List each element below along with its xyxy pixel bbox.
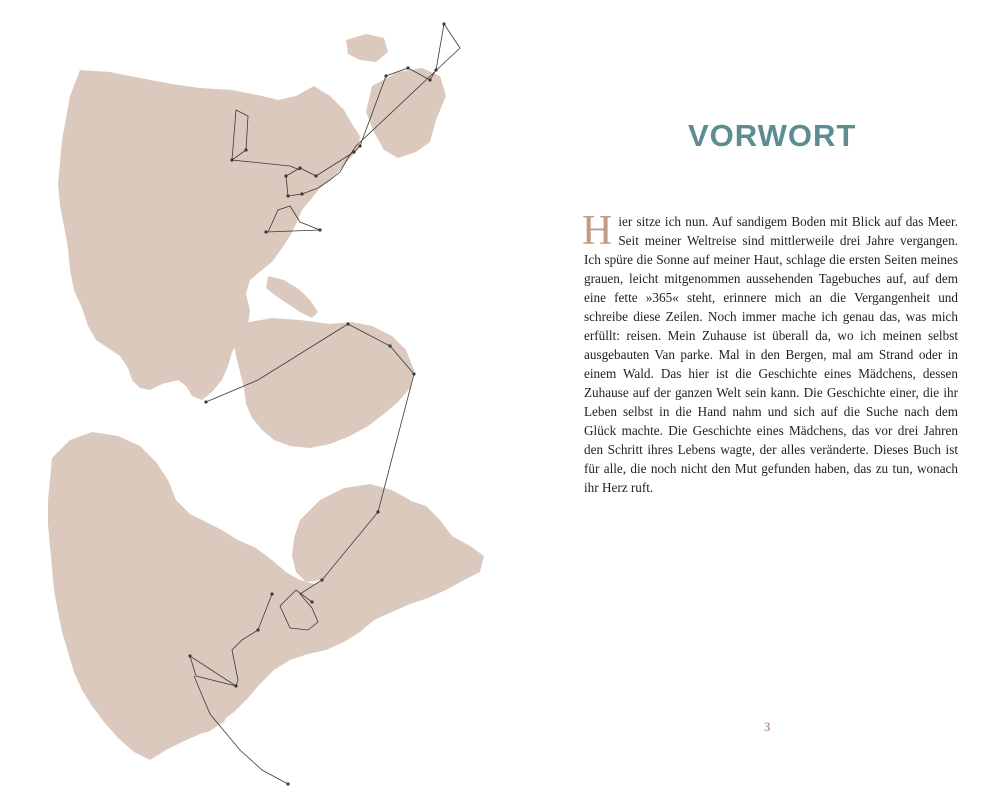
eurasia-shape	[48, 432, 484, 760]
body-paragraph: ier sitze ich nun. Auf sandigem Boden mit Blick auf das Meer. Seit meiner Weltreise sind mittlerweile drei Jahre vergangen. Ich spüre die Sonne auf meiner Haut, schlage die ersten Seiten meines grauen, leicht mitgenommen aussehenden Tagebuches auf, auf dem eine fette »365« steht, erinnere mich an die Vergangenheit und schreibe diese Zeilen. Noch immer mache ich genau das, was mich erfüllt: reisen. Mein Zuhause ist überall da, wo ich meinen selbst ausgebauten Van parke. Mal in den Bergen, mal am Strand oder in einem Wald. Das hier ist die Geschichte eines Mädchens, dessen Zuhause auf der ganzen Welt sein kann. Die Geschichte einer, die ihr Leben selbst in die Hand nahm und sich auf die Suche nach dem Glück machte. Die Geschichte eines Mädchens, das vor drei Jahren den Schritt ihres Lebens wagte, der alles veränderte. Dieses Buch ist für alle, die noch nicht den Mut gefunden haben, das zu tun, wonach ihr Herz ruft.	[584, 214, 958, 495]
greenland-shape	[366, 68, 446, 158]
south-america-shape	[232, 318, 414, 448]
arctic-islands-shape	[346, 34, 388, 62]
body-text	[582, 208, 958, 497]
central-america-shape	[266, 276, 318, 318]
drop-cap: H	[582, 208, 613, 254]
page-number: 3	[764, 719, 771, 734]
page-title: VORWORT	[688, 118, 857, 153]
land-masses	[48, 34, 484, 760]
